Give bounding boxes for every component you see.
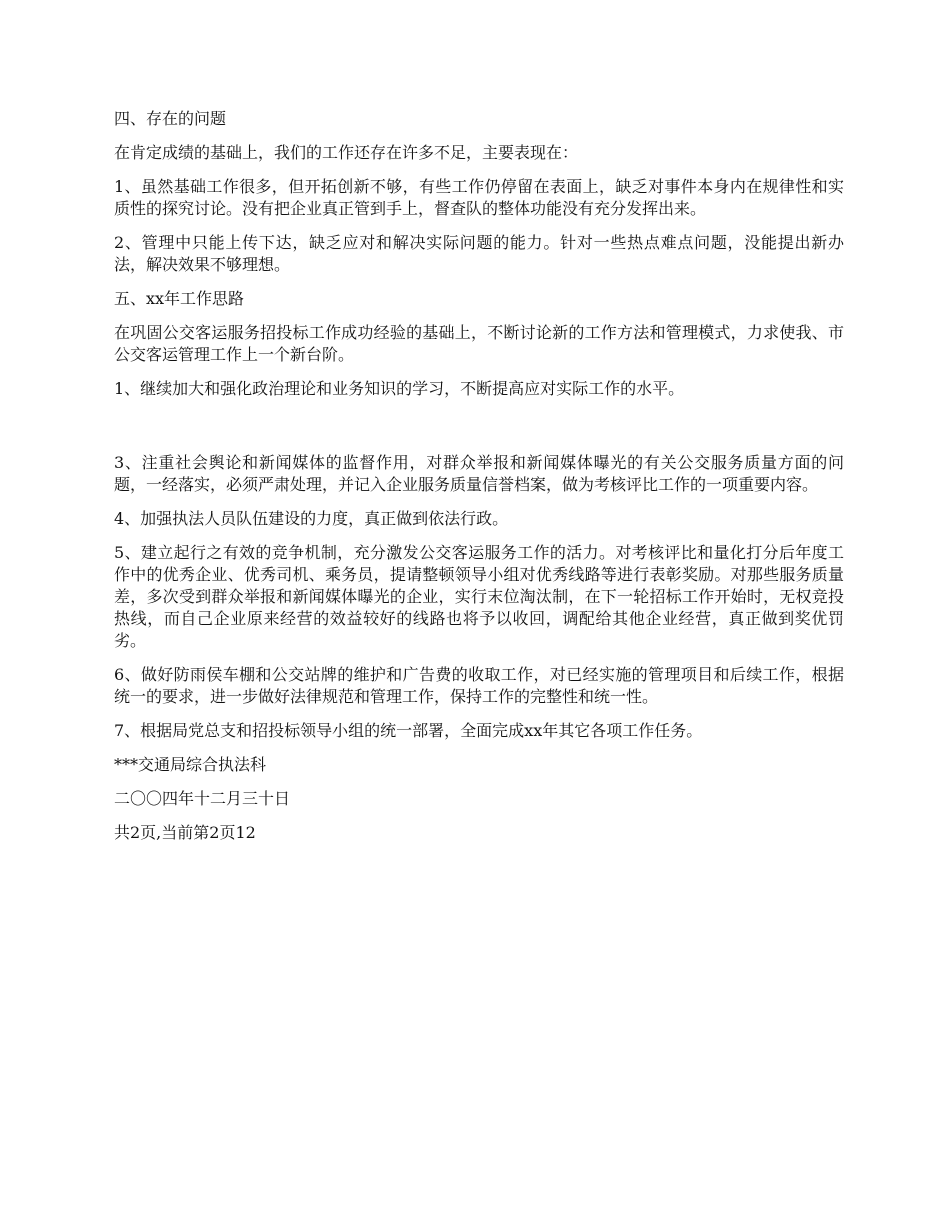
paragraph-plan-1: 1、继续加大和强化政治理论和业务知识的学习，不断提高应对实际工作的水平。 xyxy=(114,379,685,398)
page-counter: 共2页,当前第2页12 xyxy=(114,823,256,842)
paragraph-plan-7: 7、根据局党总支和招投标领导小组的统一部署，全面完成xx年其它各项工作任务。 xyxy=(114,721,703,740)
section-heading-plan: 五、xx年工作思路 xyxy=(114,289,245,308)
paragraph-plan-5: 5、建立起行之有效的竞争机制，充分激发公交客运服务工作的活力。对考核评比和量化打分后年度工作中的优秀企业、优秀司机、乘务员，提请整顿领导小组对优秀线路等进行表彰奖励。对那些服务质量差，多次受到群众举报和新闻媒体曝光的企业，实行末位淘汰制，在下一轮招标工作开始时，无权竞投热线，而自己企业原来经营的效益较好的线路也将予以收回，调配给其他企业经营，真正做到奖优罚劣。 xyxy=(114,543,844,650)
paragraph-plan-3: 3、注重社会舆论和新闻媒体的监督作用，对群众举报和新闻媒体曝光的有关公交服务质量方面的问题，一经落实，必须严肃处理，并记入企业服务质量信誉档案，做为考核评比工作的一项重要内容。 xyxy=(114,453,844,494)
signature-date: 二〇〇四年十二月三十日 xyxy=(114,789,291,808)
paragraph-intro-problems: 在肯定成绩的基础上，我们的工作还存在许多不足，主要表现在： xyxy=(114,143,579,162)
paragraph-intro-plan: 在巩固公交客运服务招投标工作成功经验的基础上，不断讨论新的工作方法和管理模式，力求使我、市公交客运管理工作上一个新台阶。 xyxy=(114,323,844,364)
signature-department: ***交通局综合执法科 xyxy=(114,755,267,774)
document-page xyxy=(114,108,844,856)
blank-gap xyxy=(114,412,844,452)
paragraph-plan-4: 4、加强执法人员队伍建设的力度，真正做到依法行政。 xyxy=(114,509,509,528)
paragraph-problem-2: 2、管理中只能上传下达，缺乏应对和解决实际问题的能力。针对一些热点难点问题，没能提出新办法，解决效果不够理想。 xyxy=(114,233,844,274)
section-heading-problems: 四、存在的问题 xyxy=(114,109,227,128)
paragraph-problem-1: 1、虽然基础工作很多，但开拓创新不够，有些工作仍停留在表面上，缺乏对事件本身内在规律性和实质性的探究讨论。没有把企业真正管到手上，督查队的整体功能没有充分发挥出来。 xyxy=(114,177,844,218)
paragraph-plan-6: 6、做好防雨侯车棚和公交站牌的维护和广告费的收取工作，对已经实施的管理项目和后续工作，根据统一的要求，进一步做好法律规范和管理工作，保持工作的完整性和统一性。 xyxy=(114,665,844,706)
